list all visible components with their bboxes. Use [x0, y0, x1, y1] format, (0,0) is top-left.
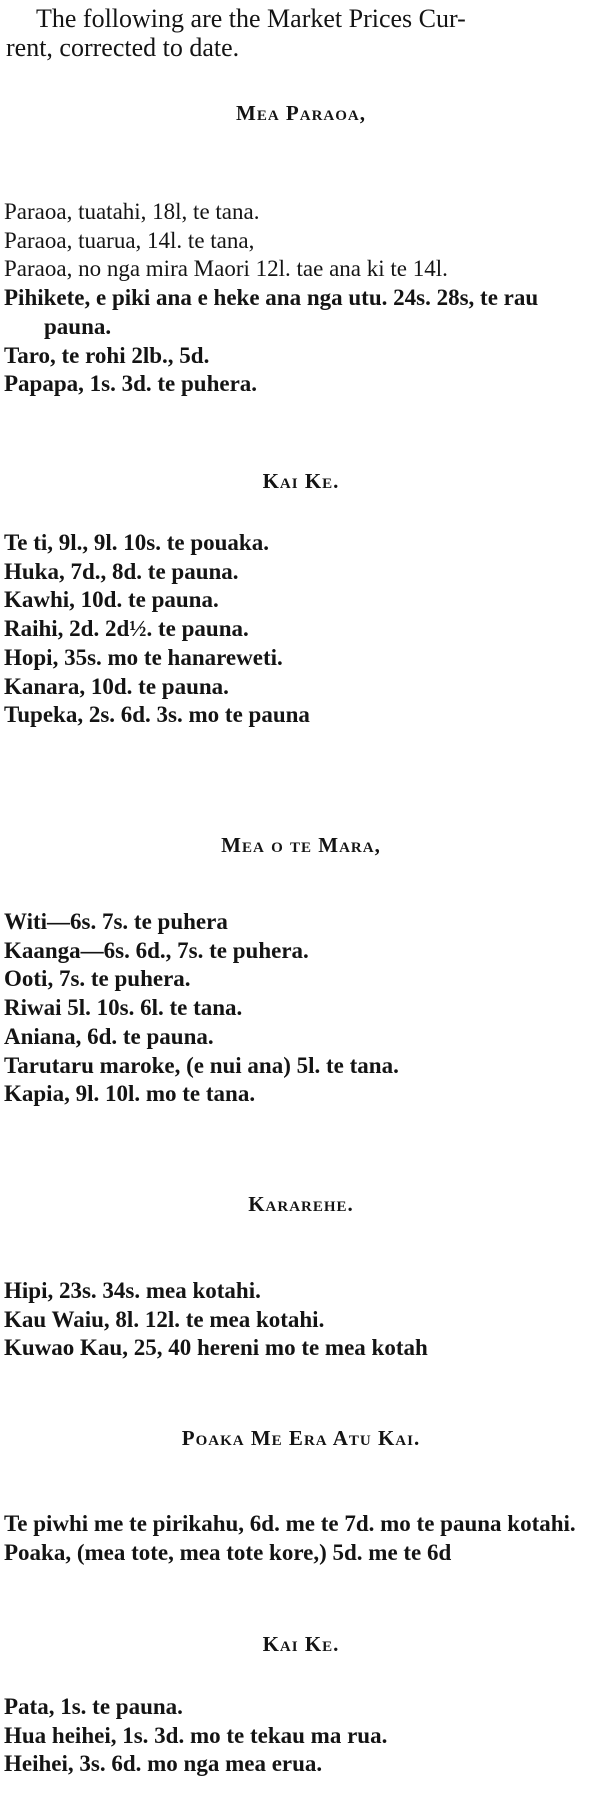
price-entry: Aniana, 6d. te pauna. — [4, 1023, 214, 1049]
price-entry: Riwai 5l. 10s. 6l. te tana. — [4, 995, 243, 1021]
price-entry: Pihikete, e piki ana e heke ana nga utu. 24s. 28s, te rau pauna. — [4, 285, 539, 339]
intro-paragraph — [6, 4, 598, 62]
price-entry: Paraoa, tuatahi, 18l, te tana. — [4, 199, 260, 224]
price-entry: Kau Waiu, 8l. 12l. te mea kotahi. — [4, 1306, 325, 1332]
price-entry: Huka, 7d., 8d. te pauna. — [4, 558, 239, 584]
price-entry: Kawhi, 10d. te pauna. — [4, 587, 219, 613]
price-entry: Kuwao Kau, 25, 40 hereni mo te mea kotah — [4, 1335, 428, 1361]
price-entry: Raihi, 2d. 2d½. te pauna. — [4, 616, 249, 642]
price-entry: Taro, te rohi 2lb., 5d. — [4, 342, 210, 368]
price-entry: Tarutaru maroke, (e nui ana) 5l. te tana. — [4, 1052, 399, 1078]
price-entry: Ooti, 7s. te puhera. — [4, 966, 191, 992]
price-list-mea-paraoa — [4, 198, 600, 399]
section-heading-kai-ke: Kai Ke. — [262, 469, 340, 493]
price-entry: Pata, 1s. te pauna. — [4, 1694, 183, 1719]
price-entry: Witi—6s. 7s. te puhera — [4, 909, 228, 934]
price-entry: Tupeka, 2s. 6d. 3s. mo te pauna — [4, 702, 310, 728]
price-entry: Hopi, 35s. mo te hanareweti. — [4, 644, 283, 670]
price-list-kai-ke — [4, 529, 600, 730]
price-list-kararehe — [4, 1277, 600, 1363]
price-entry: Kanara, 10d. te pauna. — [4, 673, 229, 699]
price-list-poaka-me-era-atu-kai — [4, 1510, 600, 1567]
section-heading-kararehe: Kararehe. — [248, 1192, 354, 1216]
price-entry: Papapa, 1s. 3d. te puhera. — [4, 371, 258, 397]
price-entry: Poaka, (mea tote, mea tote kore,) 5d. me te 6d — [4, 1539, 452, 1565]
price-entry: Kapia, 9l. 10l. mo te tana. — [4, 1081, 256, 1107]
price-entry: Paraoa, no nga mira Maori 12l. tae ana ki te 14l. — [4, 256, 448, 282]
price-list-kai-ke-2 — [4, 1693, 600, 1779]
price-entry: Te piwhi me te pirikahu, 6d. me te 7d. mo te pauna kotahi. — [4, 1511, 576, 1536]
section-heading-poaka-me-era-atu-kai: Poaka Me Era Atu Kai. — [181, 1426, 421, 1450]
price-entry: Heihei, 3s. 6d. mo nga mea erua. — [4, 1751, 323, 1777]
price-entry: Hipi, 23s. 34s. mea kotahi. — [4, 1278, 261, 1303]
price-entry: Paraoa, tuarua, 14l. te tana, — [4, 227, 255, 253]
intro-line: The following are the Market Prices Cur- — [36, 4, 466, 33]
price-entry: Kaanga—6s. 6d., 7s. te puhera. — [4, 937, 309, 963]
section-heading-kai-ke-2: Kai Ke. — [262, 1632, 340, 1656]
section-heading-mea-paraoa: Mea Paraoa, — [236, 101, 366, 125]
price-list-mea-o-te-mara — [4, 908, 600, 1109]
intro-line: rent, corrected to date. — [6, 33, 240, 62]
price-entry: Te ti, 9l., 9l. 10s. te pouaka. — [4, 530, 269, 555]
price-entry: Hua heihei, 1s. 3d. mo te tekau ma rua. — [4, 1722, 388, 1748]
section-heading-mea-o-te-mara: Mea o te Mara, — [221, 833, 381, 857]
